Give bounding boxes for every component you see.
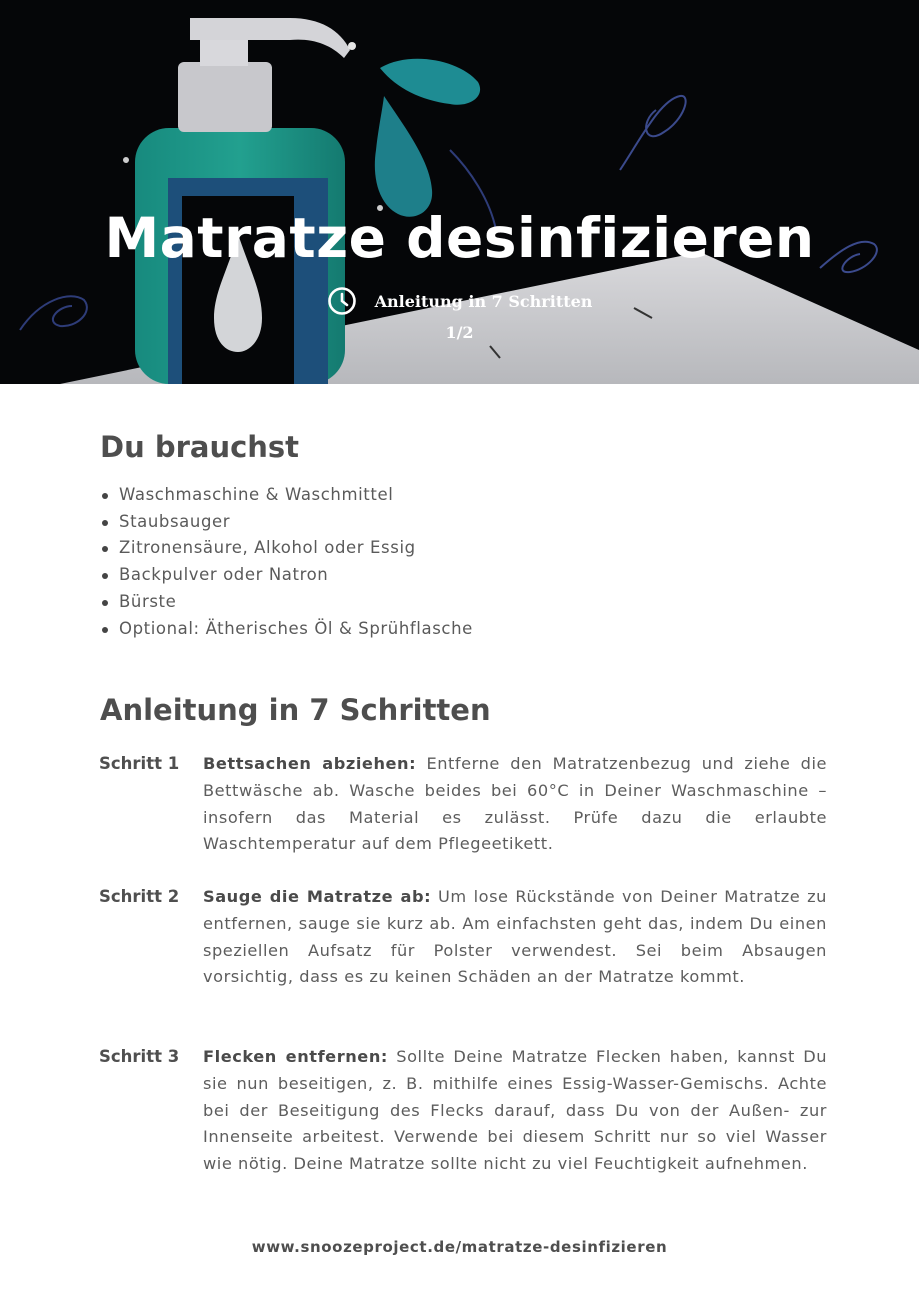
list-item: Staubsauger	[100, 509, 473, 536]
page-indicator: 1/2	[445, 323, 474, 342]
footer-url: www.snoozeproject.de/matratze-desinfizieren	[251, 1238, 668, 1256]
step-label: Schritt 3	[99, 1047, 180, 1066]
step-text	[203, 884, 827, 991]
step-title: Sauge die Matratze ab:	[203, 887, 432, 906]
subtitle-row	[0, 286, 919, 316]
list-item: Zitronensäure, Alkohol oder Essig	[100, 535, 473, 562]
needs-heading: Du brauchst	[100, 430, 300, 464]
page-title: Matratze desinfizieren	[104, 206, 815, 270]
steps-heading: Anleitung in 7 Schritten	[100, 693, 491, 727]
step-text	[203, 1044, 827, 1178]
step-title: Bettsachen abziehen:	[203, 754, 417, 773]
hero-banner	[0, 0, 919, 384]
list-item: Waschmaschine & Waschmittel	[100, 482, 473, 509]
subtitle: Anleitung in 7 Schritten	[374, 291, 593, 311]
step-description: Entferne den Matratzenbezug und ziehe die Bettwäsche ab. Wasche beides bei 60°C in Deiner Waschmaschine – insofern das Material es zulässt. Prüfe dazu die erlaubte Waschtemperatur auf dem Pflegeetikett.	[203, 754, 828, 854]
step-text	[203, 751, 827, 858]
list-item: Bürste	[100, 589, 473, 616]
step-title: Flecken entfernen:	[203, 1047, 388, 1066]
list-item: Optional: Ätherisches Öl & Sprühflasche	[100, 616, 473, 643]
needs-list	[100, 482, 473, 642]
clock-icon	[327, 286, 357, 316]
step-label: Schritt 2	[99, 887, 180, 906]
step-description: Sollte Deine Matratze Flecken haben, kannst Du sie nun beseitigen, z. B. mithilfe eines Essig-Wasser-Gemischs. Achte bei der Beseitigung des Flecks darauf, dass Du von der Außen- zur Innenseite arbeitest. Verwende bei diesem Schritt nur so viel Wasser wie nötig. Deine Matratze sollte nicht zu viel Feuchtigkeit aufnehmen.	[203, 1047, 828, 1174]
list-item: Backpulver oder Natron	[100, 562, 473, 589]
step-label: Schritt 1	[99, 754, 180, 773]
step-description: Um lose Rückstände von Deiner Matratze zu entfernen, sauge sie kurz ab. Am einfachsten geht das, indem Du einen speziellen Aufsatz für Polster verwendest. Sei beim Absaugen vorsichtig, dass es zu keinen Schäden an der Matratze kommt.	[203, 887, 827, 987]
